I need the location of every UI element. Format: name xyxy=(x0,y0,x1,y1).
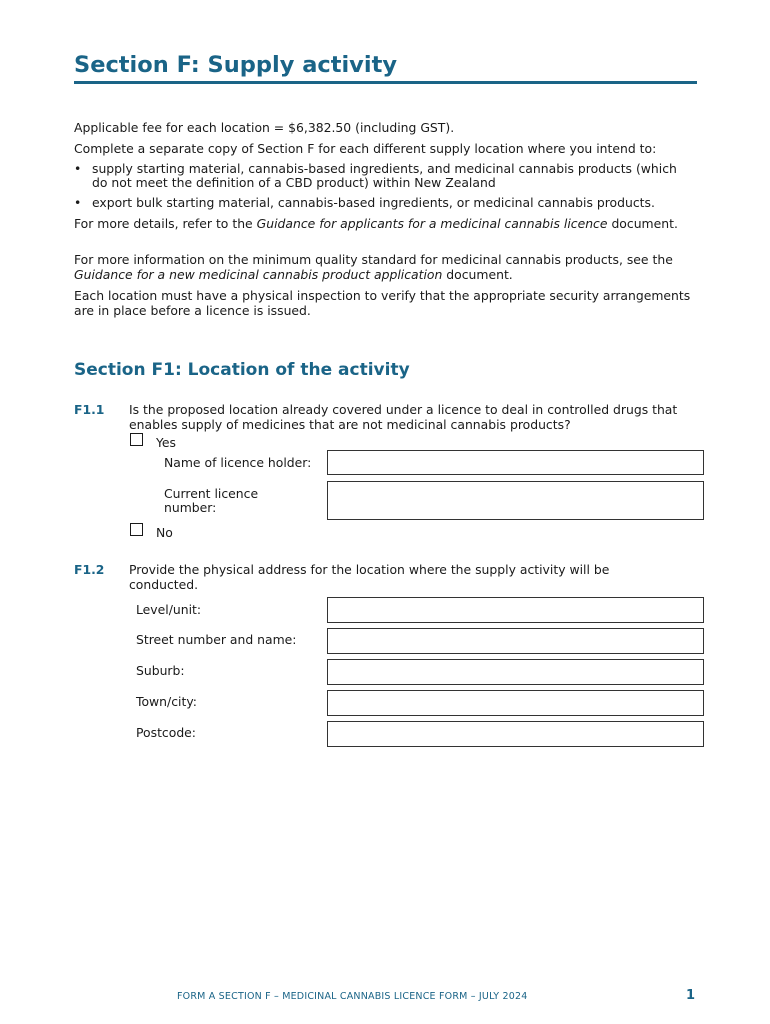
page-number: 1 xyxy=(686,988,696,1003)
page-title: Section F: Supply activity xyxy=(74,52,397,78)
postcode-label: Postcode: xyxy=(136,725,196,740)
intro-text: Complete a separate copy of Section F for each different supply location where you intend to: xyxy=(74,141,657,156)
town-city-label: Town/city: xyxy=(136,694,197,709)
list-item: • supply starting material, cannabis-based ingredients, and medicinal cannabis products (which do not meet the definition of a CBD product) within New Zealand xyxy=(74,162,694,190)
guidance-doc-title: Guidance for applicants for a medicinal cannabis licence xyxy=(256,216,608,231)
quality-text-end: document. xyxy=(442,267,513,282)
section-f1-title: Section F1: Location of the activity xyxy=(74,360,410,380)
licence-holder-label: Name of licence holder: xyxy=(164,455,312,470)
product-guidance-doc-title: Guidance for a new medicinal cannabis product application xyxy=(74,267,443,282)
details-paragraph xyxy=(74,216,694,231)
question-number-f1-1: F1.1 xyxy=(74,402,105,417)
town-city-field[interactable] xyxy=(327,690,704,716)
street-label: Street number and name: xyxy=(136,632,297,647)
postcode-field[interactable] xyxy=(327,721,704,747)
question-text-f1-2: Provide the physical address for the location where the supply activity will be conducted. xyxy=(129,562,610,592)
list-item: • export bulk starting material, cannabis-based ingredients, or medicinal cannabis products. xyxy=(74,196,694,210)
street-field[interactable] xyxy=(327,628,704,654)
fee-text: Applicable fee for each location = $6,382.50 (including GST). xyxy=(74,120,455,135)
yes-checkbox[interactable] xyxy=(130,433,143,446)
inspection-text: Each location must have a physical inspection to verify that the appropriate security arrangements are in place before a licence is issued. xyxy=(74,288,691,318)
level-unit-field[interactable] xyxy=(327,597,704,623)
question-number-f1-2: F1.2 xyxy=(74,562,105,577)
title-divider xyxy=(74,81,697,84)
quality-text: For more information on the minimum quality standard for medicinal cannabis products, see the xyxy=(74,252,673,267)
licence-holder-field[interactable] xyxy=(327,450,704,475)
details-text-end: document. xyxy=(607,216,678,231)
details-text: For more details, refer to the xyxy=(74,216,257,231)
suburb-label: Suburb: xyxy=(136,663,185,678)
footer-text: FORM A SECTION F – MEDICINAL CANNABIS LICENCE FORM – JULY 2024 xyxy=(177,991,528,1002)
question-text-f1-1: Is the proposed location already covered under a licence to deal in controlled drugs that enables supply of medicines that are not medicinal cannabis products? xyxy=(129,402,678,432)
no-label: No xyxy=(156,525,173,540)
activity-list xyxy=(74,162,694,216)
yes-label: Yes xyxy=(156,435,177,450)
licence-number-field[interactable] xyxy=(327,481,704,520)
quality-paragraph xyxy=(74,252,694,282)
level-unit-label: Level/unit: xyxy=(136,602,202,617)
no-checkbox[interactable] xyxy=(130,523,143,536)
suburb-field[interactable] xyxy=(327,659,704,685)
licence-number-label: Current licence number: xyxy=(164,486,259,515)
